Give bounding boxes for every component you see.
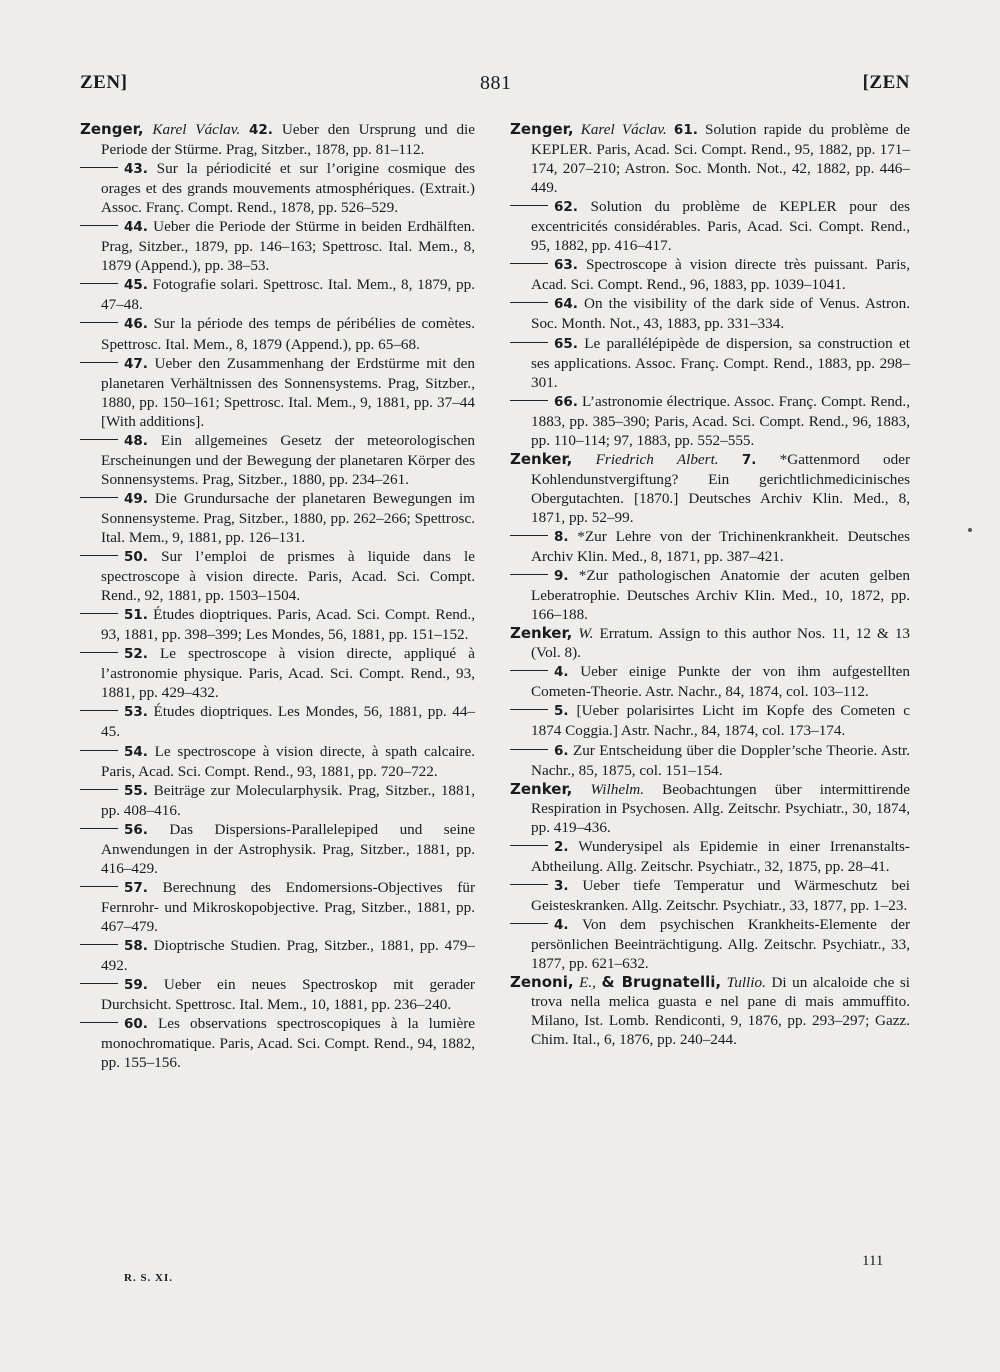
entry-number: 48. — [124, 432, 148, 449]
entry-number: 54. — [124, 743, 148, 760]
author-given-name: Karel Václav. — [580, 121, 667, 138]
entry-number: 8. — [554, 528, 569, 545]
right-column — [510, 120, 910, 1049]
bibliography-entry — [80, 120, 475, 159]
bibliography-entry — [510, 255, 910, 294]
author-name: Zenker, — [510, 624, 573, 643]
bibliography-entry — [510, 741, 910, 780]
ditto-dash — [80, 652, 118, 653]
author-name: Zenger, — [80, 120, 144, 138]
entry-text: Das Dispersions-Parallelepiped und seine Anwendungen in der Astrophysik. Prag, Sitzber., 1881, pp. 416–429. — [101, 820, 476, 877]
bibliography-entry — [510, 973, 910, 1049]
ditto-dash — [510, 535, 548, 536]
entry-text: Ueber ein neues Spectroskop mit gerader Durchsicht. Spettrosc. Ital. Mem., 10, 1881, pp. 236–240. — [101, 976, 475, 1014]
entry-number: 52. — [124, 646, 148, 663]
ditto-dash — [510, 884, 548, 885]
entry-text: Di un alcaloide che si trova nella melica guasta e nel pane di mais ammuffito. Milano, Ist. Lomb. Rendiconti, 9, 1876, pp. 293–297; Gazz. Chim. Ital., 6, 1876, pp. 240–244. — [531, 974, 911, 1049]
ditto-dash — [80, 613, 118, 614]
entry-text: L’astronomie électrique. Assoc. Franç. Compt. Rend., 1883, pp. 385–390; Paris, Acad. Sci. Compt. Rend., 96, 1883, pp. 110–114; 97, 1883, pp. 552–555. — [531, 392, 910, 449]
entry-text: Le spectroscope à vision directe, à spath calcaire. Paris, Acad. Sci. Compt. Rend., 93, 1881, pp. 720–722. — [101, 742, 476, 780]
entry-text: Études dioptriques. Les Mondes, 56, 1881, pp. 44–45. — [101, 703, 476, 741]
header-right: [ZEN — [862, 72, 910, 93]
bibliography-entry — [80, 742, 475, 781]
entry-text: Sur l’emploi de prismes à liquide dans le spectroscope à vision directe. Paris, Acad. Sci. Compt. Rend., 92, 1881, pp. 1503–1504. — [101, 548, 476, 605]
ditto-dash — [510, 400, 548, 401]
entry-number: 64. — [554, 296, 578, 313]
ditto-dash — [80, 886, 118, 887]
bibliography-entry — [80, 878, 475, 936]
bibliography-entry — [510, 334, 910, 392]
bibliography-entry — [80, 275, 475, 314]
entry-number: 7. — [741, 451, 757, 468]
bibliography-entry — [510, 294, 910, 333]
bibliography-entry — [510, 120, 910, 197]
bibliography-entry — [80, 702, 475, 741]
entry-text: *Gattenmord oder Kohlendunstvergiftung? Ein gerichtlichmedicinisches Obergutachten. [1870.] Deutsches Archiv Klin. Med., 8, 1871, pp. 52–99. — [531, 450, 911, 526]
left-column — [80, 120, 475, 1072]
entry-text: Ueber tiefe Temperatur und Wärmeschutz bei Geisteskranken. Allg. Zeitschr. Psychiatr., 33, 1877, pp. 1–23. — [531, 876, 910, 914]
entry-number: 45. — [124, 277, 148, 294]
entry-number: 47. — [124, 355, 148, 372]
entry-number: 43. — [124, 161, 148, 178]
bibliography-entry — [510, 392, 910, 450]
entry-text: Les observations spectroscopiques à la lumière monochromatique. Paris, Acad. Sci. Compt. Rend., 94, 1882, pp. 155–156. — [101, 1015, 475, 1072]
entry-text: Le spectroscope à vision directe, appliqué à l’astronomie physique. Paris, Acad. Sci. Compt. Rend., 93, 1881, pp. 429–432. — [101, 645, 475, 702]
entry-number: 57. — [124, 879, 148, 896]
bibliography-entry — [510, 450, 910, 527]
author-given-name: Karel Václav. — [152, 121, 241, 138]
entry-number: 56. — [124, 821, 148, 838]
ditto-dash — [80, 944, 118, 945]
ditto-dash — [510, 205, 548, 206]
entry-number: 66. — [554, 393, 578, 410]
entry-text: Fotografie solari. Spettrosc. Ital. Mem., 8, 1879, pp. 47–48. — [101, 276, 476, 314]
author-name: Zenker, — [510, 449, 573, 468]
entry-number: 6. — [554, 742, 569, 759]
ditto-dash — [80, 439, 118, 440]
entry-number: 4. — [554, 916, 569, 933]
bibliography-entry — [80, 431, 475, 489]
bibliography-entry — [80, 936, 475, 975]
entry-number: 65. — [554, 335, 578, 352]
entry-number: 4. — [554, 664, 569, 681]
ditto-dash — [80, 362, 118, 363]
bibliography-entry — [510, 566, 910, 624]
entry-number: 58. — [124, 937, 148, 954]
ditto-dash — [80, 322, 118, 323]
ditto-dash — [510, 670, 548, 671]
bibliography-entry — [80, 217, 475, 275]
entry-text: On the visibility of the dark side of Venus. Astron. Soc. Month. Not., 43, 1883, pp. 331–334. — [531, 295, 910, 333]
ditto-dash — [80, 555, 118, 556]
ditto-dash — [510, 709, 548, 710]
stray-mark — [968, 528, 972, 532]
ditto-dash — [80, 225, 118, 226]
entry-number: 44. — [124, 219, 148, 236]
bibliography-entry — [80, 781, 475, 820]
entry-number: 55. — [124, 782, 148, 799]
author-name: Zenoni, — [510, 973, 574, 992]
ditto-dash — [80, 167, 118, 168]
entry-number: 51. — [124, 607, 148, 624]
entry-number: 49. — [124, 490, 148, 507]
entry-text: Le parallélépipède de dispersion, sa construction et ses applications. Assoc. Franç. Compt. Rend., 1883, pp. 298–301. — [531, 334, 911, 391]
ditto-dash — [510, 749, 548, 750]
entry-number: 5. — [554, 703, 569, 720]
bibliography-entry — [80, 547, 475, 605]
entry-text: Erratum. Assign to this author Nos. 11, 12 & 13 (Vol. 8). — [531, 625, 911, 662]
ditto-dash — [510, 302, 548, 303]
entry-text: *Zur Lehre von der Trichinenkrankheit. Deutsches Archiv Klin. Med., 8, 1871, pp. 387–421. — [531, 527, 911, 566]
bibliography-entry — [510, 662, 910, 701]
author-given-name: Friedrich Albert. — [595, 450, 719, 468]
ditto-dash — [80, 789, 118, 790]
joint-author-name: & Brugnatelli, — [601, 973, 722, 992]
entry-number: 53. — [124, 704, 148, 721]
entry-text: Sur la périodicité et sur l’origine cosmique des orages et des grands mouvements atmosphériques. (Extrait.) Assoc. Franç. Compt. Rend., 1878, pp. 526–529. — [101, 160, 475, 217]
ditto-dash — [510, 342, 548, 343]
entry-number: 3. — [554, 877, 569, 894]
entry-text: [Ueber polarisirtes Licht im Kopfe des Cometen c 1874 Coggia.] Astr. Nachr., 84, 1874, col. 173–174. — [531, 702, 911, 740]
bibliography-entry — [80, 605, 475, 644]
entry-text: Ueber die Periode der Stürme in beiden Erdhälften. Prag, Sitzber., 1879, pp. 146–163; Spettrosc. Ital. Mem., 8, 1879 (Append.), pp. 38–53. — [101, 218, 476, 275]
entry-text: Spectroscope à vision directe très puissant. Paris, Acad. Sci. Compt. Rend., 96, 1883, pp. 1039–1041. — [531, 256, 911, 294]
entry-number: 9. — [554, 568, 569, 585]
ditto-dash — [80, 283, 118, 284]
bibliography-entry — [510, 624, 910, 662]
bibliography-entry — [80, 489, 475, 547]
joint-author-given-name: Tullio. — [726, 974, 766, 992]
bibliography-entry — [510, 837, 910, 876]
bibliography-entry — [80, 354, 475, 431]
author-name: Zenker, — [510, 779, 573, 798]
ditto-dash — [510, 263, 548, 264]
entry-text: Ein allgemeines Gesetz der meteorologischen Erscheinungen und der Bewegung der planetaren Körper des Sonnensystems. Prag, Sitzber., 1880, pp. 234–261. — [101, 431, 475, 488]
entry-text: Beobachtungen über intermittirende Respiration in Psychosen. Allg. Zeitschr. Psychiatr., 30, 1874, pp. 419–436. — [531, 780, 911, 836]
entry-text: Die Grundursache der planetaren Bewegungen im Sonnensysteme. Prag, Sitzber., 1880, pp. 262–266; Spettrosc. Ital. Mem., 9, 1881, pp. 126–131. — [101, 489, 475, 546]
ditto-dash — [510, 845, 548, 846]
ditto-dash — [80, 710, 118, 711]
entry-text: Dioptrische Studien. Prag, Sitzber., 1881, pp. 479–492. — [101, 936, 475, 975]
entry-number: 42. — [249, 122, 273, 138]
entry-number: 60. — [124, 1016, 148, 1033]
entry-number: 61. — [673, 122, 698, 138]
entry-text: Ueber den Ursprung und die Periode der Stürme. Prag, Sitzber., 1878, pp. 81–112. — [101, 121, 476, 159]
bibliography-entry — [510, 197, 910, 255]
entry-number: 59. — [124, 977, 148, 994]
bibliography-entry — [80, 159, 475, 217]
bibliography-entry — [80, 820, 475, 878]
bibliography-entry — [80, 975, 475, 1014]
entry-number: 46. — [124, 316, 148, 333]
bibliography-entry — [80, 1014, 475, 1072]
bibliography-entry — [510, 780, 910, 837]
header-left: ZEN] — [80, 72, 128, 93]
ditto-dash — [80, 497, 118, 498]
author-given-name: W. — [578, 625, 594, 643]
bibliography-entry — [510, 876, 910, 915]
entry-text: Berechnung des Endomersions-Objectives für Fernrohr- und Mikroskopobjective. Prag, Sitzber., 1881, pp. 467–479. — [101, 878, 475, 935]
entry-number: 50. — [124, 549, 148, 566]
entry-text: *Zur pathologischen Anatomie der acuten gelben Leberatrophie. Deutsches Archiv Klin. Med., 10, 1872, pp. 166–188. — [531, 567, 911, 624]
bibliography-entry — [510, 527, 910, 566]
ditto-dash — [510, 574, 548, 575]
footer-sheet-number: 111 — [862, 1253, 884, 1269]
entry-number: 2. — [554, 838, 569, 855]
author-given-name: E., — [579, 974, 596, 992]
entry-text: Ueber einige Punkte der von ihm aufgestellten Cometen-Theorie. Astr. Nachr., 84, 1874, col. 103–112. — [531, 663, 910, 701]
bibliography-entry — [80, 314, 475, 353]
entry-text: Ueber den Zusammenhang der Erdstürme mit den planetaren Verhältnissen des Sonnensystems. Prag, Sitzber., 1880, pp. 150–161; Spettrosc. Ital. Mem., 9, 1881, pp. 37–44 [With additions]. — [101, 354, 476, 430]
entry-number: 62. — [554, 199, 578, 216]
bibliography-entry — [80, 644, 475, 702]
page-number: 881 — [480, 72, 512, 94]
entry-text: Von dem psychischen Krankheits-Elemente der persönlichen Beeinträchtigung. Allg. Zeitschr. Psychiatr., 33, 1877, pp. 621–632. — [531, 915, 911, 973]
author-name: Zenger, — [510, 120, 574, 138]
entry-text: Solution rapide du problème de KEPLER. Paris, Acad. Sci. Compt. Rend., 95, 1882, pp. 171–174, 207–210; Astron. Soc. Month. Not., 42, 1882, pp. 446–449. — [531, 121, 910, 197]
bibliography-entry — [510, 915, 910, 973]
entry-text: Wunderysipel als Epidemie in einer Irrenanstalts-Abtheilung. Allg. Zeitschr. Psychiatr., 32, 1875, pp. 28–41. — [531, 837, 910, 875]
bibliography-entry — [510, 701, 910, 740]
ditto-dash — [80, 1022, 118, 1023]
ditto-dash — [80, 750, 118, 751]
entry-text: Sur la période des temps de péribélies de comètes. Spettrosc. Ital. Mem., 8, 1879 (Append.), pp. 65–68. — [101, 315, 476, 353]
ditto-dash — [80, 983, 118, 984]
ditto-dash — [510, 923, 548, 924]
author-given-name: Wilhelm. — [590, 780, 645, 798]
footer-signature: R. S. XI. — [124, 1272, 174, 1284]
entry-text: Beiträge zur Molecularphysik. Prag, Sitzber., 1881, pp. 408–416. — [101, 781, 475, 819]
ditto-dash — [80, 828, 118, 829]
entry-text: Zur Entscheidung über die Doppler’sche Theorie. Astr. Nachr., 85, 1875, col. 151–154. — [531, 741, 911, 779]
entry-text: Solution du problème de KEPLER pour des excentricités considérables. Paris, Acad. Sci. Compt. Rend., 95, 1882, pp. 416–417. — [531, 198, 910, 255]
entry-text: Études dioptriques. Paris, Acad. Sci. Compt. Rend., 93, 1881, pp. 398–399; Les Mondes, 56, 1881, pp. 151–152. — [101, 606, 475, 644]
entry-number: 63. — [554, 257, 578, 274]
